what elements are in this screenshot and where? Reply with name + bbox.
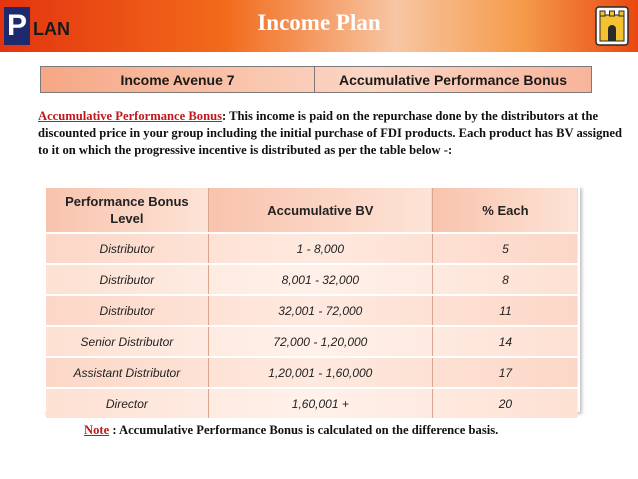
- cell-bv: 72,000 - 1,20,000: [208, 326, 432, 357]
- cell-percent: 20: [432, 388, 578, 418]
- footnote: [84, 423, 498, 438]
- note-text: : Accumulative Performance Bonus is calculated on the difference basis.: [109, 423, 499, 437]
- table-row: [46, 295, 578, 326]
- table-row: [46, 357, 578, 388]
- cell-percent: 11: [432, 295, 578, 326]
- cell-level: Senior Distributor: [46, 326, 208, 357]
- bonus-description: [38, 108, 628, 159]
- title-banner: [0, 0, 638, 52]
- avenue-number: Income Avenue 7: [41, 67, 315, 92]
- note-term: Note: [84, 423, 110, 437]
- header-percent: % Each: [432, 188, 578, 233]
- table-row: [46, 264, 578, 295]
- description-text: This income is paid on the repurchase done by the distributors at the discounted price in your group including the initial purchase of FDI products. Each product has BV assigned to it on which the progressive incentive is distributed as per the table below -:: [38, 109, 622, 157]
- cell-bv: 8,001 - 32,000: [208, 264, 432, 295]
- cell-bv: 32,001 - 72,000: [208, 295, 432, 326]
- table-row: [46, 233, 578, 264]
- table-row: [46, 326, 578, 357]
- header-bv: Accumulative BV: [208, 188, 432, 233]
- income-avenue-bar: [40, 66, 592, 93]
- page-title: Income Plan: [257, 10, 381, 35]
- cell-bv: 1,60,001 +: [208, 388, 432, 418]
- cell-level: Assistant Distributor: [46, 357, 208, 388]
- cell-percent: 5: [432, 233, 578, 264]
- castle-emblem-icon: [594, 5, 630, 47]
- bonus-table: [46, 188, 578, 418]
- cell-percent: 14: [432, 326, 578, 357]
- cell-percent: 17: [432, 357, 578, 388]
- cell-level: Distributor: [46, 233, 208, 264]
- cell-level: Distributor: [46, 264, 208, 295]
- header-level: Performance Bonus Level: [46, 188, 208, 233]
- description-colon: :: [221, 109, 227, 123]
- table-row: [46, 388, 578, 418]
- avenue-name: Accumulative Performance Bonus: [339, 71, 567, 88]
- cell-level: Distributor: [46, 295, 208, 326]
- cell-percent: 8: [432, 264, 578, 295]
- description-term: Accumulative Performance Bonus: [38, 109, 222, 123]
- logo-text: LAN: [33, 18, 70, 39]
- cell-level: Director: [46, 388, 208, 418]
- table-header-row: [46, 188, 578, 233]
- logo-letter: P: [4, 7, 30, 45]
- cell-bv: 1 - 8,000: [208, 233, 432, 264]
- cell-bv: 1,20,001 - 1,60,000: [208, 357, 432, 388]
